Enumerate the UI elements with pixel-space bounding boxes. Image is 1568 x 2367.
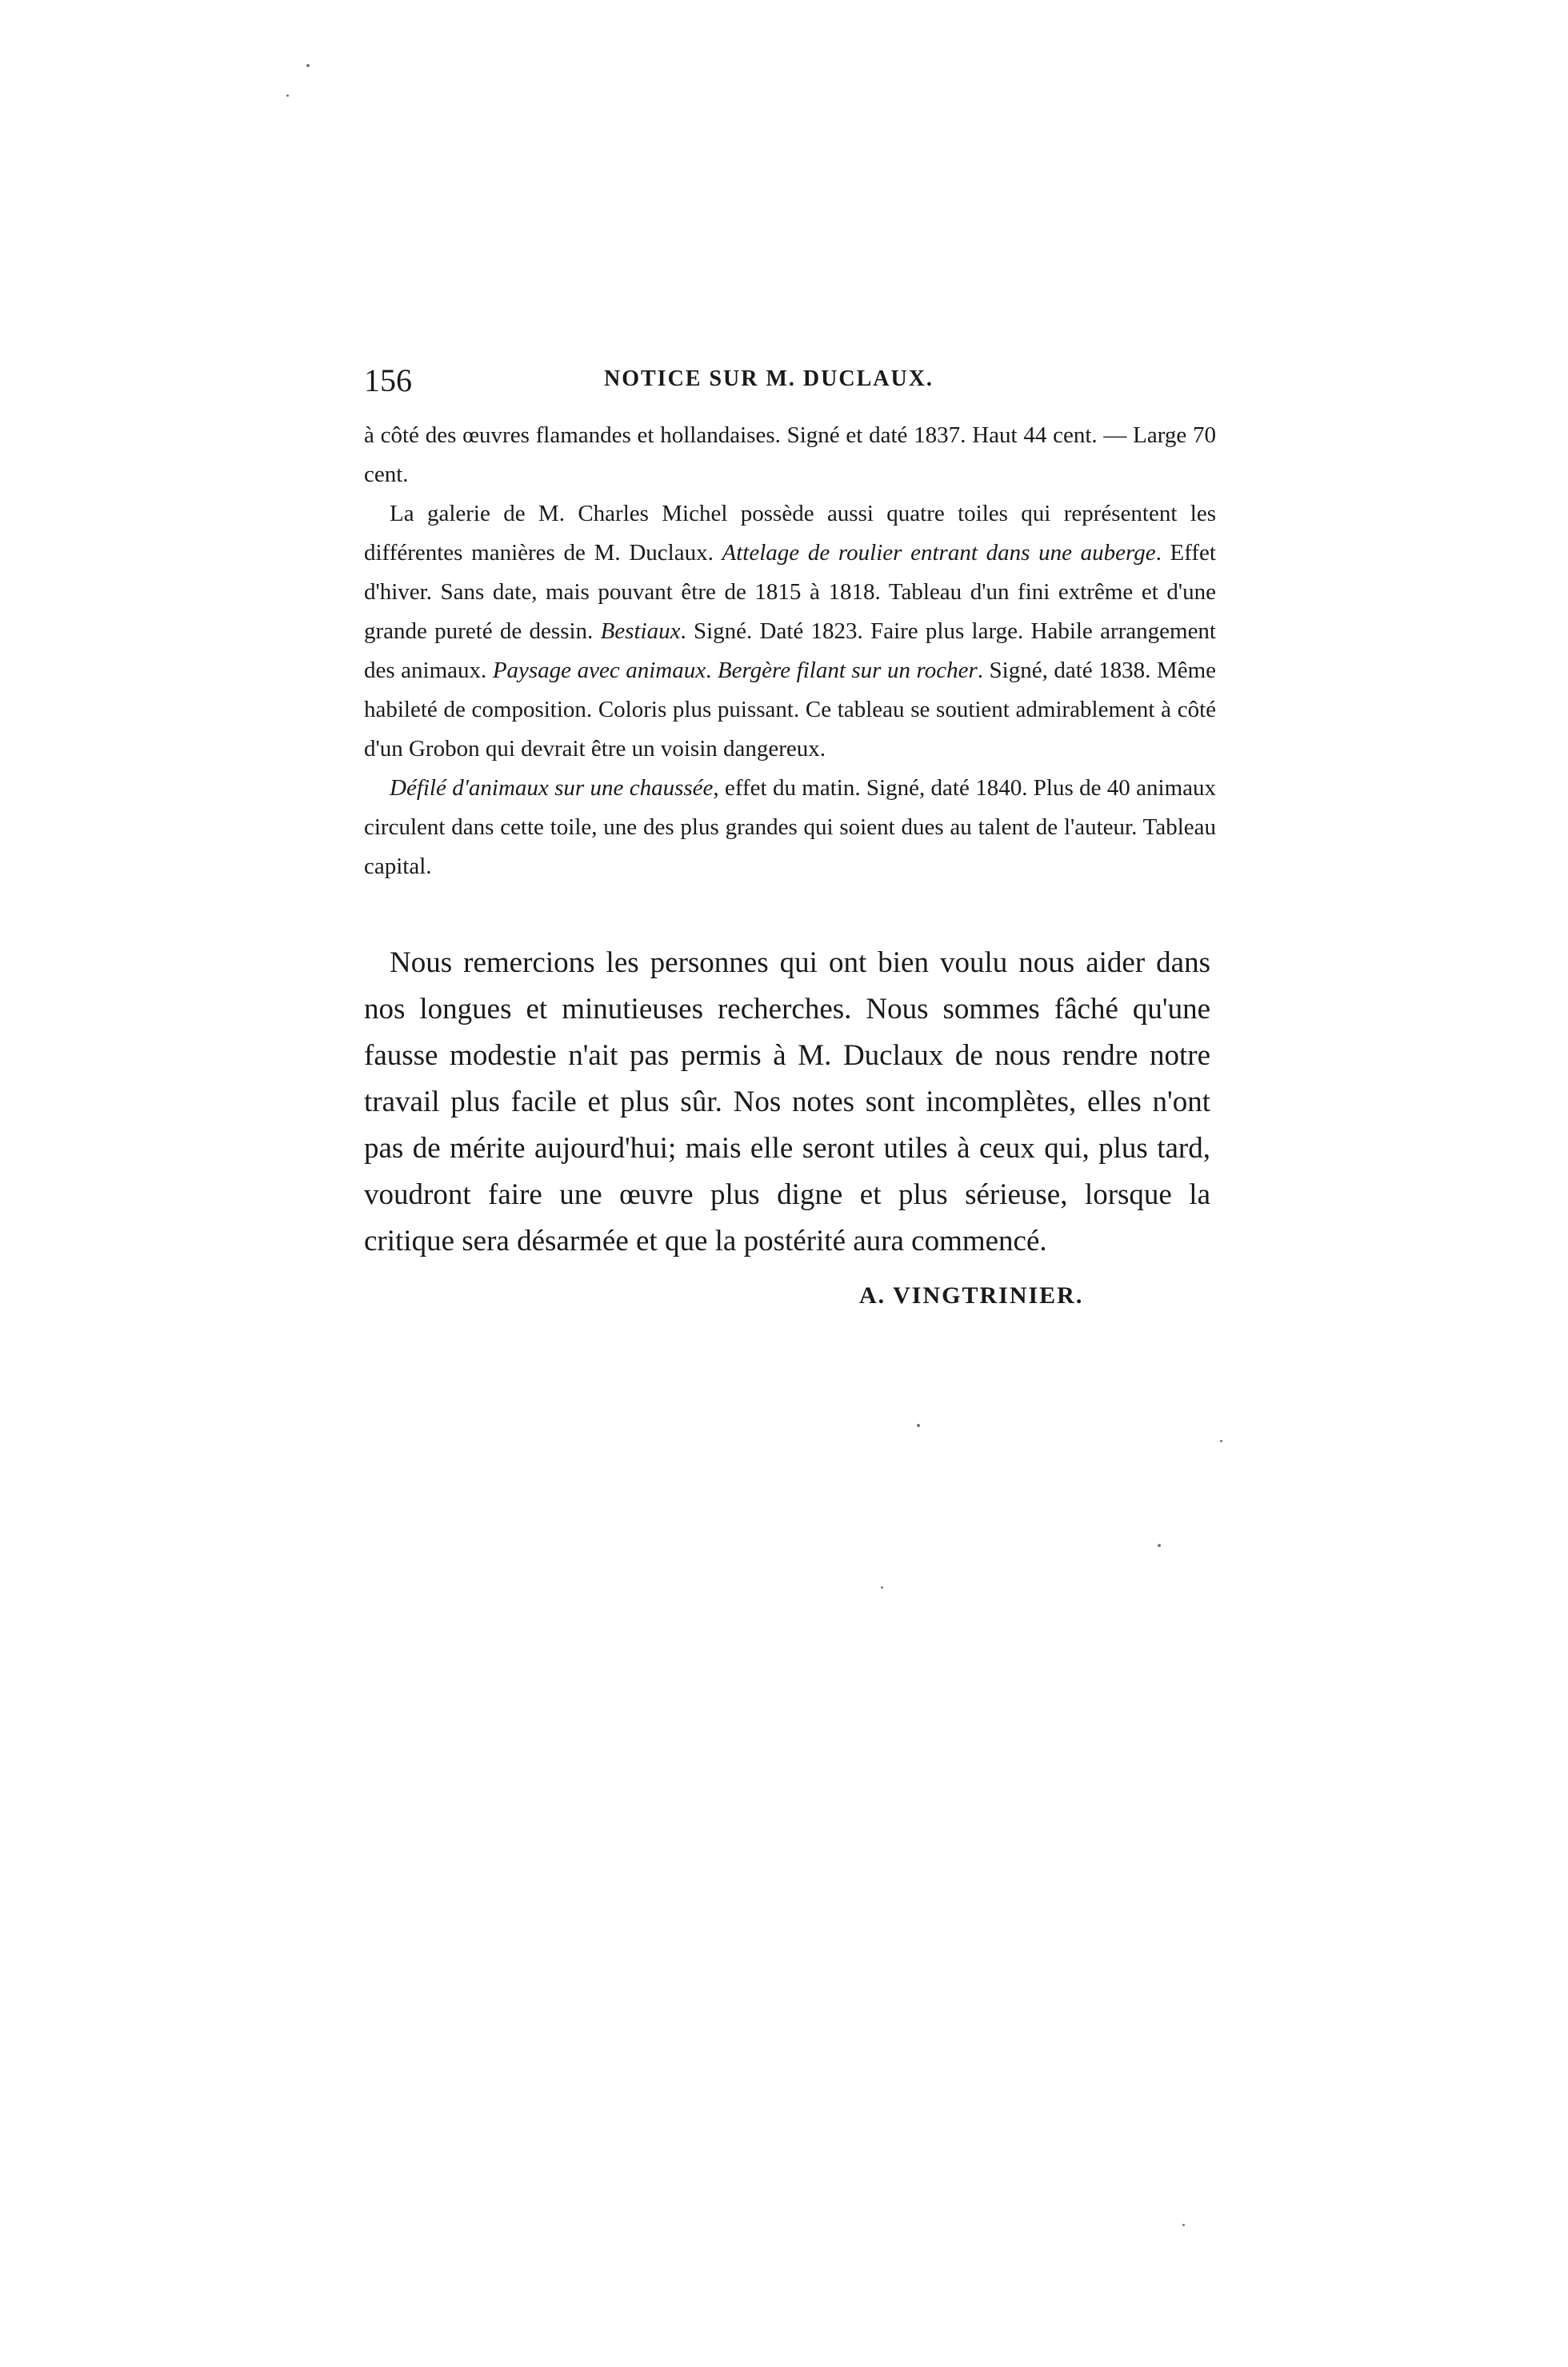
note-paragraph [364,494,1216,769]
note-paragraph [364,416,1216,494]
note-text: à côté des œuvres flamandes et hollandaises. Signé et daté 1837. Haut 44 cent. — Large 70 cent. [364,422,1216,487]
note-paragraph [364,769,1216,886]
note-italic-title: Attelage de roulier entrant dans une auberge [722,540,1156,566]
scan-speck [917,1424,920,1427]
note-text: . Signé. Daté 1823. Faire plus large. Habile arrangement des animaux. [364,618,1216,683]
running-head: NOTICE SUR M. DUCLAUX. [604,366,934,391]
note-text: , effet du matin. Signé, daté 1840. Plus de 40 animaux circulent dans cette toile, une des plus grandes qui soient dues au talent de l'auteur. Tableau capital. [364,775,1216,879]
scan-speck [306,64,310,67]
scan-speck [1158,1544,1161,1547]
page-header [364,362,1204,410]
note-italic-title: Paysage avec animaux [492,658,706,683]
note-text: . Effet d'hiver. Sans date, mais pouvant être de 1815 à 1818. Tableau d'un fini extrême et d'une grande pureté de dessin. [364,540,1216,644]
closing-paragraph: Nous remercions les personnes qui ont bien voulu nous aider dans nos longues et minutieuses recherches. Nous sommes fâché qu'une fausse modestie n'ait pas permis à M. Duclaux de nous rendre notre travail plus facile et plus sûr. Nos notes sont incomplètes, elles n'ont pas de mérite aujourd'hui; mais elle seront utiles à ceux qui, plus tard, voudront faire une œuvre plus digne et plus sérieuse, lorsque la critique sera désarmée et que la postérité aura commencé. [364,946,1210,1257]
note-text: . Signé, daté 1838. Même habileté de composition. Coloris plus puissant. Ce tableau se soutient admirablement à côté d'un Grobon qui devrait être un voisin dangereux. [364,658,1217,762]
page-number: 156 [364,362,412,398]
note-italic-title: Bestiaux [600,618,681,644]
notes-block [364,416,1216,886]
scan-speck [1220,1440,1222,1442]
signature: A. VINGTRINIER. [859,1282,1084,1309]
note-text: . [706,658,718,683]
note-text: La galerie de M. Charles Michel possède aussi quatre toiles qui représentent les différentes manières de M. Duclaux. [364,501,1216,566]
scan-speck [286,94,289,97]
note-italic-title: Défilé d'animaux sur une chaussée [390,775,714,801]
note-italic-title: Bergère filant sur un rocher [717,658,978,683]
scan-speck [881,1586,883,1589]
scan-speck [1182,2224,1185,2226]
